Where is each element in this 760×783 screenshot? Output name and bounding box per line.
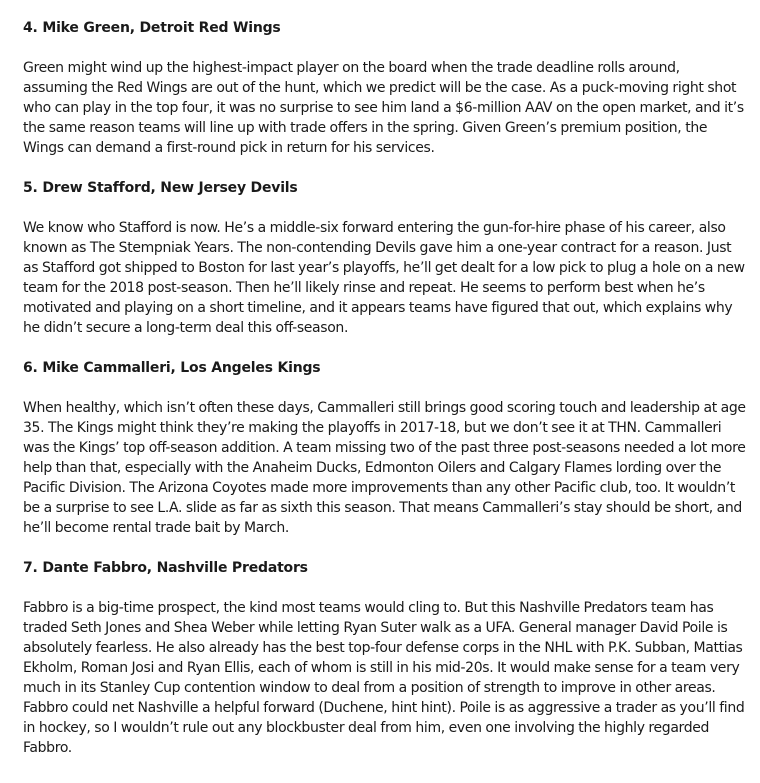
item-drew-stafford [23, 178, 748, 338]
item-heading: 7. Dante Fabbro, Nashville Predators [23, 560, 308, 576]
item-heading: 4. Mike Green, Detroit Red Wings [23, 20, 281, 36]
item-body: Green might wind up the highest-impact player on the board when the trade deadline rolls around, assuming the Red Wings are out of the hunt, which we predict will be the case. As a puck-moving right shot who can play in the top four, it was no surprise to see him land a $6-million AAV on the open market, and it’s the same reason teams will line up with trade offers in the spring. Given Green’s premium position, the Wings can demand a first-round pick in return for his services. [23, 60, 744, 156]
item-heading: 5. Drew Stafford, New Jersey Devils [23, 180, 298, 196]
item-heading: 6. Mike Cammalleri, Los Angeles Kings [23, 360, 321, 376]
item-mike-cammalleri [23, 358, 748, 538]
item-body: When healthy, which isn’t often these days, Cammalleri still brings good scoring touch and leadership at age 35. The Kings might think they’re making the playoffs in 2017-18, but we don’t see it at THN. Cammalleri was the Kings’ top off-season addition. A team missing two of the past three post-seasons needed a lot more help than that, especially with the Anaheim Ducks, Edmonton Oilers and Calgary Flames lording over the Pacific Division. The Arizona Coyotes made more improvements than any other Pacific club, too. It wouldn’t be a surprise to see L.A. slide as far as sixth this season. That means Cammalleri’s stay should be short, and he’ll become rental trade bait by March. [23, 400, 746, 536]
item-body: We know who Stafford is now. He’s a middle-six forward entering the gun-for-hire phase of his career, also known as The Stempniak Years. The non-contending Devils gave him a one-year contract for a reason. Just as Stafford got shipped to Boston for last year’s playoffs, he’ll get dealt for a low pick to plug a hole on a new team for the 2018 post-season. Then he’ll likely rinse and repeat. He seems to perform best when he’s motivated and playing on a short timeline, and it appears teams have figured that out, which explains why he didn’t secure a long-term deal this off-season. [23, 220, 745, 336]
item-mike-green [23, 18, 748, 158]
article [0, 18, 760, 758]
item-body: Fabbro is a big-time prospect, the kind most teams would cling to. But this Nashville Predators team has traded Seth Jones and Shea Weber while letting Ryan Suter walk as a UFA. General manager David Poile is absolutely fearless. He also already has the best top-four defense corps in the NHL with P.K. Subban, Mattias Ekholm, Roman Josi and Ryan Ellis, each of whom is still in his mid-20s. It would make sense for a team very much in its Stanley Cup contention window to deal from a position of strength to improve in other areas. Fabbro could net Nashville a helpful forward (Duchene, hint hint). Poile is as aggressive a trader as you’ll find in hockey, so I wouldn’t rule out any blockbuster deal from him, even one involving the highly regarded Fabbro. [23, 600, 745, 756]
item-dante-fabbro [23, 558, 748, 758]
